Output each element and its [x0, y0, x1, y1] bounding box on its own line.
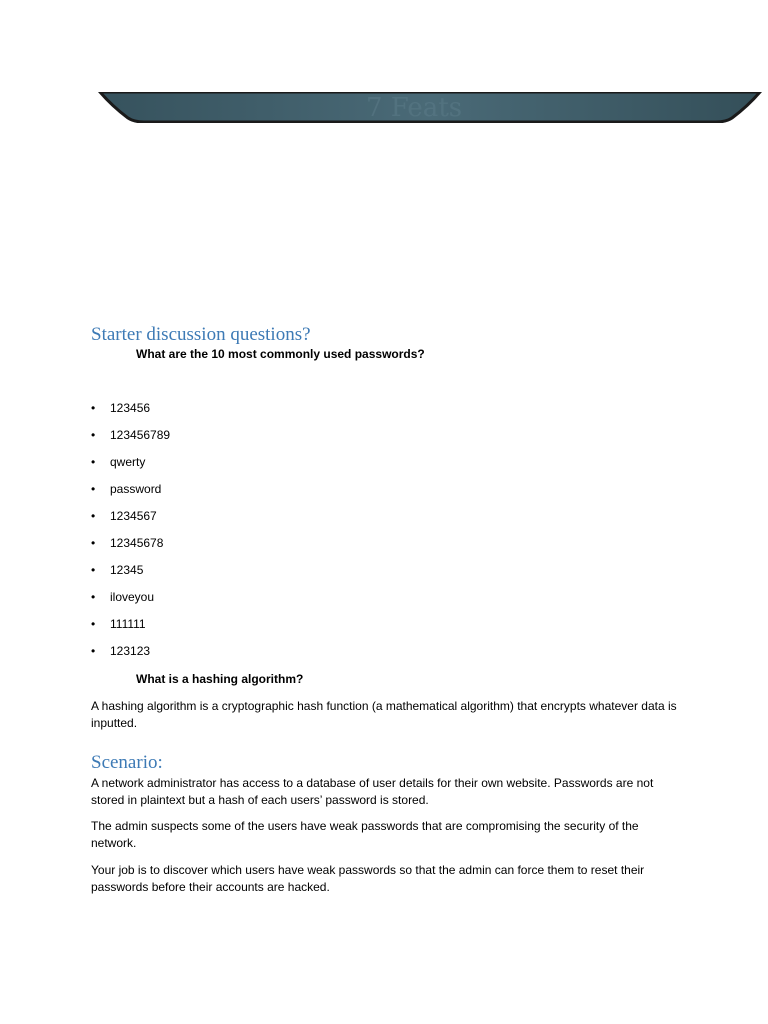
list-item: • 123123 [91, 644, 151, 658]
banner-faint-text: 7 Feats [366, 93, 463, 123]
password-text: password [110, 482, 162, 496]
starter-heading: Starter discussion questions? [91, 324, 311, 345]
scenario-paragraph: The admin suspects some of the users have weak passwords that are compromising the security of the network. [91, 819, 639, 850]
list-item: • 111111 [91, 617, 146, 631]
list-item: • 12345 [91, 563, 144, 577]
password-text: 123456789 [110, 428, 171, 442]
scenario-paragraph: Your job is to discover which users have weak passwords so that the admin can force them to reset their passwords before their accounts are hacked. [91, 863, 645, 894]
list-item: • iloveyou [91, 590, 155, 604]
password-text: 111111 [110, 617, 146, 631]
password-text: iloveyou [110, 590, 155, 604]
password-text: 123123 [110, 644, 151, 658]
list-item: • 12345678 [91, 536, 164, 550]
password-text: 123456 [110, 401, 151, 415]
password-text: qwerty [110, 455, 146, 469]
question-hashing-algorithm: What is a hashing algorithm? [136, 672, 304, 686]
password-text: 12345 [110, 563, 144, 577]
scenario-paragraph: A network administrator has access to a database of user details for their own website. Passwords are not stored in plaintext but a hash of each users’ password is stored. [91, 776, 654, 807]
list-item: • qwerty [91, 455, 146, 469]
list-item: • 123456789 [91, 428, 171, 442]
list-item: • password [91, 482, 162, 496]
banner-graphic [98, 92, 762, 123]
password-text: 1234567 [110, 509, 157, 523]
list-item: • 1234567 [91, 509, 157, 523]
list-item: • 123456 [91, 401, 151, 415]
answer-hashing-algorithm: A hashing algorithm is a cryptographic hash function (a mathematical algorithm) that encrypts whatever data is inputted. [91, 699, 677, 730]
question-most-common-passwords: What are the 10 most commonly used passwords? [136, 347, 425, 361]
password-list [91, 400, 170, 670]
header-banner [98, 92, 762, 123]
password-text: 12345678 [110, 536, 164, 550]
scenario-heading: Scenario: [91, 752, 163, 773]
